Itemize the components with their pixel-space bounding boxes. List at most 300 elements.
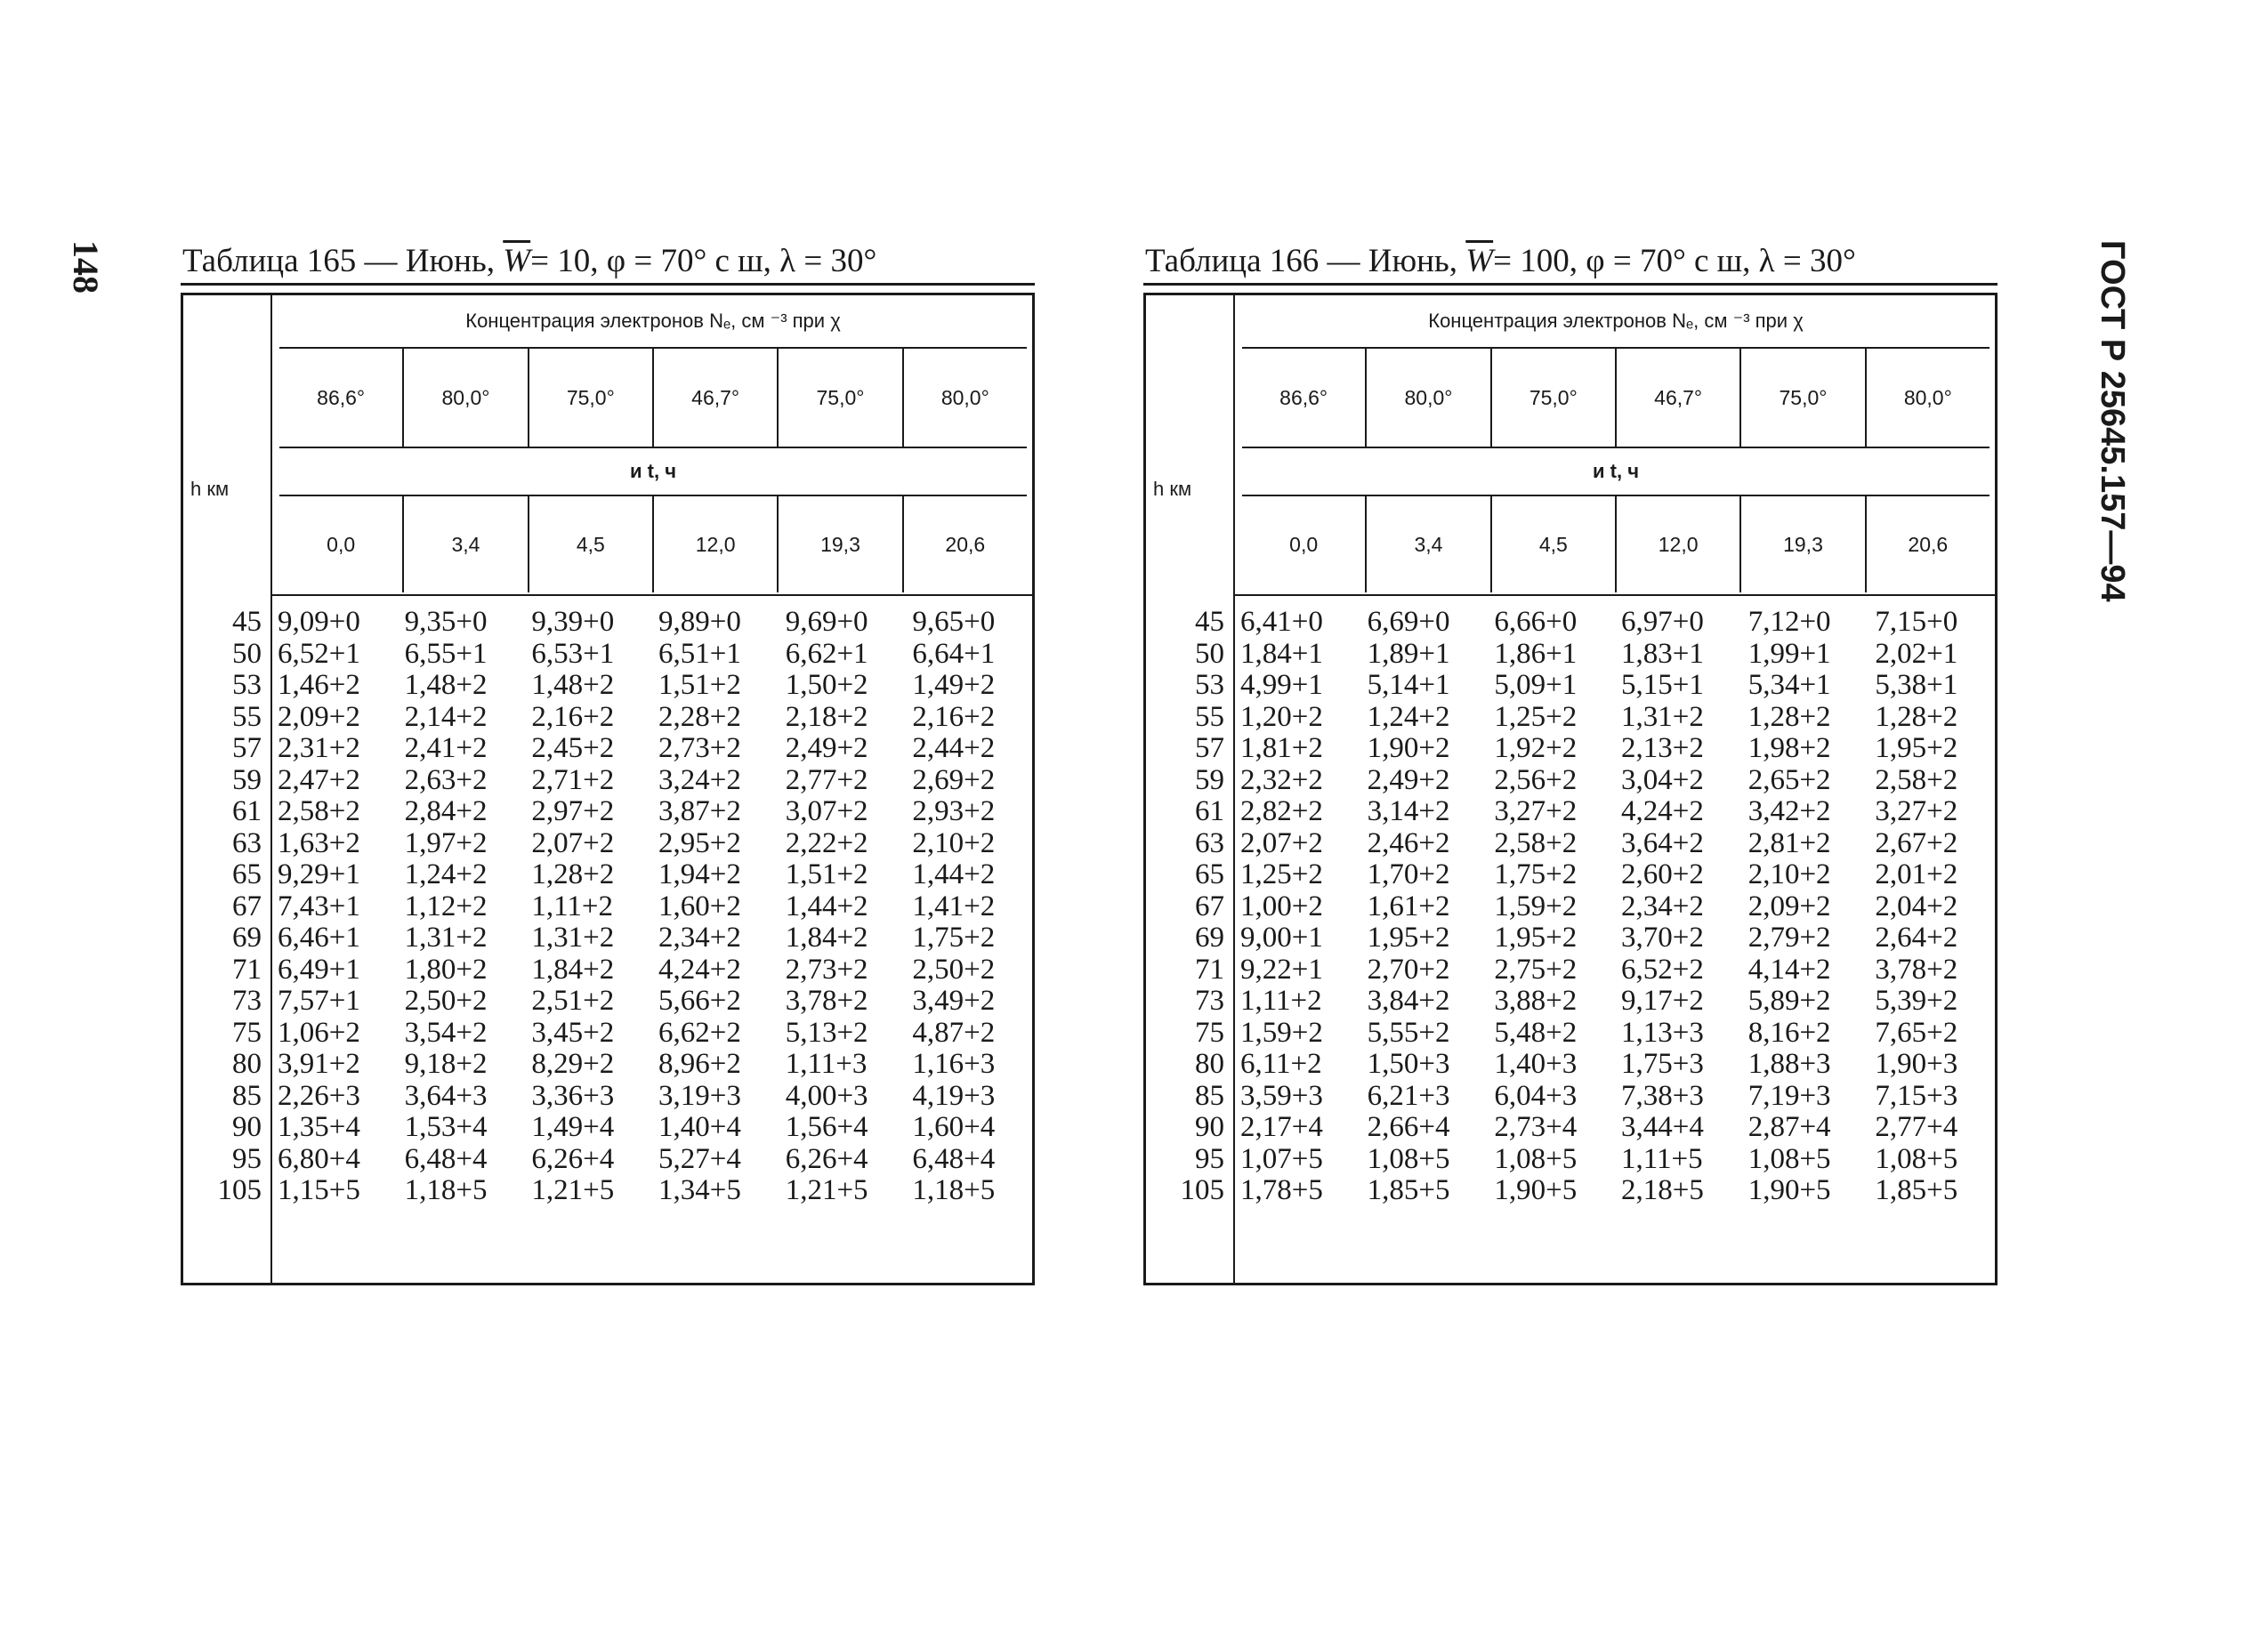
value-cell: 9,09+0 <box>278 606 360 638</box>
value-cell: 1,51+2 <box>658 669 741 701</box>
value-cell: 2,18+5 <box>1621 1174 1704 1206</box>
caption-w-symbol: $\overline{W}$ <box>1465 243 1494 279</box>
altitude-cell: 85 <box>1195 1079 1224 1112</box>
table-row <box>183 639 1032 671</box>
value-cell: 2,09+2 <box>278 700 360 733</box>
value-cell: 9,18+2 <box>404 1048 488 1080</box>
chi-header-cell: 80,0° <box>1903 385 1952 409</box>
chi-header-cell: 80,0° <box>1367 349 1491 447</box>
value-cell: 1,85+5 <box>1367 1174 1450 1206</box>
value-cell: 9,35+0 <box>404 606 488 638</box>
value-cell: 7,15+3 <box>1875 1079 1958 1112</box>
time-header-row <box>1242 496 1990 592</box>
value-cell: 9,29+1 <box>278 858 360 890</box>
time-header-cell: 19,3 <box>779 496 903 592</box>
table-row <box>183 1175 1032 1207</box>
value-cell: 4,14+2 <box>1747 953 1831 986</box>
table-header <box>1235 295 1995 596</box>
table-row <box>183 954 1032 987</box>
value-cell: 1,84+2 <box>785 922 868 954</box>
altitude-cell: 85 <box>232 1079 262 1112</box>
value-cell: 1,08+5 <box>1875 1142 1958 1175</box>
value-cell: 1,31+2 <box>531 922 615 954</box>
altitude-cell: 75 <box>232 1016 262 1049</box>
table-row <box>183 765 1032 797</box>
altitude-cell: 69 <box>232 922 262 954</box>
altitude-cell: 53 <box>1195 669 1224 701</box>
chi-header-cell: 80,0° <box>404 349 529 447</box>
table-row <box>1146 859 1995 891</box>
value-cell: 2,56+2 <box>1494 763 1578 796</box>
value-cell: 2,41+2 <box>404 732 488 764</box>
value-cell: 5,38+1 <box>1875 669 1958 701</box>
chi-header-cell: 75,0° <box>529 349 654 447</box>
value-cell: 1,84+1 <box>1240 637 1323 670</box>
altitude-cell: 71 <box>1195 953 1224 986</box>
value-cell: 1,24+2 <box>404 858 488 890</box>
value-cell: 3,14+2 <box>1367 795 1450 827</box>
value-cell: 2,82+2 <box>1240 795 1323 827</box>
table-row <box>1146 986 1995 1018</box>
value-cell: 1,98+2 <box>1747 732 1831 764</box>
altitude-cell: 63 <box>232 826 262 859</box>
value-cell: 4,24+2 <box>1621 795 1704 827</box>
table-row <box>183 1049 1032 1081</box>
value-cell: 1,24+2 <box>1367 700 1450 733</box>
table-row <box>183 733 1032 765</box>
time-header: и t, ч <box>1242 448 1990 496</box>
chi-header-cell: 46,7° <box>654 349 779 447</box>
value-cell: 2,60+2 <box>1621 858 1704 890</box>
value-cell: 1,70+2 <box>1367 858 1450 890</box>
value-cell: 9,22+1 <box>1240 953 1323 986</box>
value-cell: 3,19+3 <box>658 1079 741 1112</box>
value-cell: 2,71+2 <box>531 763 615 796</box>
value-cell: 1,00+2 <box>1240 890 1323 922</box>
value-cell: 2,64+2 <box>1875 922 1958 954</box>
table-row <box>1146 733 1995 765</box>
value-cell: 3,44+4 <box>1621 1111 1704 1143</box>
value-cell: 6,26+4 <box>531 1142 615 1175</box>
value-cell: 5,13+2 <box>785 1016 868 1049</box>
value-cell: 1,59+2 <box>1240 1016 1323 1049</box>
value-cell: 2,65+2 <box>1747 763 1831 796</box>
value-cell: 2,66+4 <box>1367 1111 1450 1143</box>
value-cell: 3,78+2 <box>1875 953 1958 986</box>
table-body <box>181 293 1035 1285</box>
value-cell: 2,17+4 <box>1240 1111 1323 1143</box>
value-cell: 1,21+5 <box>785 1174 868 1206</box>
value-cell: 1,11+2 <box>1240 985 1322 1017</box>
value-cell: 4,19+3 <box>912 1079 996 1112</box>
value-cell: 5,09+1 <box>1494 669 1578 701</box>
value-cell: 9,17+2 <box>1621 985 1704 1017</box>
value-cell: 2,50+2 <box>912 953 996 986</box>
value-cell: 1,25+2 <box>1494 700 1578 733</box>
value-cell: 2,70+2 <box>1367 953 1450 986</box>
value-cell: 1,59+2 <box>1494 890 1578 922</box>
value-cell: 7,19+3 <box>1747 1079 1831 1112</box>
value-cell: 5,15+1 <box>1621 669 1704 701</box>
altitude-header: h км <box>1153 478 1192 500</box>
value-cell: 3,42+2 <box>1747 795 1831 827</box>
value-cell: 1,49+4 <box>531 1111 615 1143</box>
value-cell: 3,78+2 <box>785 985 868 1017</box>
value-cell: 2,58+2 <box>278 795 360 827</box>
value-cell: 2,81+2 <box>1747 826 1831 859</box>
value-cell: 1,28+2 <box>1875 700 1958 733</box>
value-cell: 1,28+2 <box>1747 700 1831 733</box>
table-caption <box>181 240 1035 286</box>
table-row <box>1146 1175 1995 1207</box>
value-cell: 6,52+2 <box>1621 953 1704 986</box>
value-cell: 1,75+3 <box>1621 1048 1704 1080</box>
value-cell: 1,97+2 <box>404 826 488 859</box>
table-row <box>1146 796 1995 828</box>
value-cell: 3,45+2 <box>531 1016 615 1049</box>
value-cell: 3,27+2 <box>1494 795 1578 827</box>
value-cell: 2,02+1 <box>1875 637 1958 670</box>
chi-header-cell: 75,0° <box>1741 349 1866 447</box>
value-cell: 1,35+4 <box>278 1111 360 1143</box>
altitude-cell: 105 <box>217 1174 262 1206</box>
value-cell: 9,00+1 <box>1240 922 1323 954</box>
value-cell: 6,26+4 <box>785 1142 868 1175</box>
altitude-cell: 67 <box>232 890 262 922</box>
altitude-cell: 80 <box>232 1048 262 1080</box>
value-cell: 2,73+2 <box>785 953 868 986</box>
value-cell: 5,14+1 <box>1367 669 1450 701</box>
time-header-row <box>279 496 1027 592</box>
table-165 <box>181 240 1035 1285</box>
value-cell: 1,60+4 <box>912 1111 996 1143</box>
value-cell: 1,08+5 <box>1367 1142 1450 1175</box>
value-cell: 1,49+2 <box>912 669 996 701</box>
altitude-cell: 75 <box>1195 1016 1224 1049</box>
value-cell: 6,62+2 <box>658 1016 741 1049</box>
table-caption <box>1143 240 1998 286</box>
altitude-cell: 69 <box>1195 922 1224 954</box>
value-cell: 2,84+2 <box>404 795 488 827</box>
table-row <box>1146 607 1995 639</box>
altitude-cell: 73 <box>1195 985 1224 1017</box>
value-cell: 2,16+2 <box>912 700 996 733</box>
value-cell: 6,48+4 <box>912 1142 996 1175</box>
value-cell: 6,66+0 <box>1494 606 1578 638</box>
value-cell: 1,61+2 <box>1367 890 1450 922</box>
value-cell: 2,75+2 <box>1494 953 1578 986</box>
table-row <box>1146 922 1995 954</box>
page-number: 148 <box>66 240 106 294</box>
chi-header-cell: 75,0° <box>1492 349 1617 447</box>
value-cell: 9,65+0 <box>912 606 996 638</box>
value-cell: 3,36+3 <box>531 1079 615 1112</box>
value-cell: 1,31+2 <box>1621 700 1704 733</box>
value-cell: 2,47+2 <box>278 763 360 796</box>
table-row <box>1146 765 1995 797</box>
value-cell: 2,26+3 <box>278 1079 360 1112</box>
value-cell: 1,84+2 <box>531 953 615 986</box>
value-cell: 1,08+5 <box>1494 1142 1578 1175</box>
value-cell: 4,99+1 <box>1240 669 1323 701</box>
altitude-cell: 61 <box>232 795 262 827</box>
table-rows <box>1146 607 1995 1207</box>
value-cell: 3,70+2 <box>1621 922 1704 954</box>
table-row <box>183 1144 1032 1176</box>
value-cell: 2,01+2 <box>1875 858 1958 890</box>
table-row <box>1146 828 1995 860</box>
table-row <box>1146 891 1995 923</box>
value-cell: 1,90+5 <box>1494 1174 1578 1206</box>
value-cell: 1,95+2 <box>1367 922 1450 954</box>
value-cell: 4,24+2 <box>658 953 741 986</box>
table-row <box>183 828 1032 860</box>
table-row <box>1146 954 1995 987</box>
value-cell: 1,16+3 <box>912 1048 996 1080</box>
value-cell: 1,34+5 <box>658 1174 741 1206</box>
table-row <box>183 859 1032 891</box>
value-cell: 4,87+2 <box>912 1016 996 1049</box>
table-row <box>183 1018 1032 1050</box>
value-cell: 1,51+2 <box>785 858 868 890</box>
value-cell: 5,89+2 <box>1747 985 1831 1017</box>
altitude-cell: 57 <box>232 732 262 764</box>
value-cell: 3,24+2 <box>658 763 741 796</box>
value-cell: 2,09+2 <box>1747 890 1831 922</box>
altitude-cell: 73 <box>232 985 262 1017</box>
value-cell: 3,64+2 <box>1621 826 1704 859</box>
value-cell: 1,46+2 <box>278 669 360 701</box>
time-header-cell: 12,0 <box>654 496 779 592</box>
value-cell: 6,69+0 <box>1367 606 1450 638</box>
value-cell: 1,50+2 <box>785 669 868 701</box>
concentration-header: Концентрация электронов Nₑ, см ⁻³ при χ <box>279 295 1027 349</box>
value-cell: 1,60+2 <box>658 890 741 922</box>
value-cell: 1,92+2 <box>1494 732 1578 764</box>
altitude-cell: 50 <box>232 637 262 670</box>
caption-w-symbol: $\overline{W}$ <box>503 243 531 279</box>
value-cell: 2,63+2 <box>404 763 488 796</box>
value-cell: 1,11+5 <box>1621 1142 1703 1175</box>
table-row <box>183 1112 1032 1144</box>
value-cell: 6,46+1 <box>278 922 360 954</box>
altitude-cell: 90 <box>232 1111 262 1143</box>
value-cell: 3,88+2 <box>1494 985 1578 1017</box>
value-cell: 1,90+5 <box>1747 1174 1831 1206</box>
altitude-cell: 71 <box>232 953 262 986</box>
altitude-cell: 61 <box>1195 795 1224 827</box>
caption-prefix: Таблица 165 — Июнь, <box>182 243 496 279</box>
altitude-cell: 63 <box>1195 826 1224 859</box>
chi-header-cell: 46,7° <box>1617 349 1741 447</box>
altitude-cell: 57 <box>1195 732 1224 764</box>
value-cell: 1,53+4 <box>404 1111 488 1143</box>
value-cell: 6,52+1 <box>278 637 360 670</box>
value-cell: 3,59+3 <box>1240 1079 1323 1112</box>
value-cell: 6,97+0 <box>1621 606 1704 638</box>
value-cell: 1,44+2 <box>785 890 868 922</box>
value-cell: 1,31+2 <box>404 922 488 954</box>
value-cell: 2,87+4 <box>1747 1111 1831 1143</box>
time-header-cell: 3,4 <box>404 496 529 592</box>
value-cell: 2,34+2 <box>1621 890 1704 922</box>
table-166 <box>1143 240 1998 1285</box>
value-cell: 9,89+0 <box>658 606 741 638</box>
table-header <box>272 295 1032 596</box>
value-cell: 1,41+2 <box>912 890 996 922</box>
value-cell: 1,94+2 <box>658 858 741 890</box>
value-cell: 3,84+2 <box>1367 985 1450 1017</box>
value-cell: 6,53+1 <box>531 637 615 670</box>
value-cell: 1,25+2 <box>1240 858 1323 890</box>
value-cell: 2,51+2 <box>531 985 615 1017</box>
time-header-cell: 20,6 <box>1908 532 1949 556</box>
value-cell: 6,51+1 <box>658 637 741 670</box>
value-cell: 1,63+2 <box>278 826 360 859</box>
value-cell: 1,12+2 <box>404 890 488 922</box>
value-cell: 2,58+2 <box>1494 826 1578 859</box>
time-header-cell: 4,5 <box>529 496 654 592</box>
value-cell: 3,07+2 <box>785 795 868 827</box>
time-header-cell: 4,5 <box>1492 496 1617 592</box>
value-cell: 1,28+2 <box>531 858 615 890</box>
altitude-cell: 80 <box>1195 1048 1224 1080</box>
value-cell: 2,79+2 <box>1747 922 1831 954</box>
value-cell: 2,93+2 <box>912 795 996 827</box>
time-header-cell: 0,0 <box>1242 496 1367 592</box>
value-cell: 6,80+4 <box>278 1142 360 1175</box>
document-code: ГОСТ Р 25645.157—94 <box>2094 240 2131 602</box>
table-row <box>183 796 1032 828</box>
time-header-cell: 0,0 <box>279 496 404 592</box>
value-cell: 2,14+2 <box>404 700 488 733</box>
value-cell: 1,75+2 <box>912 922 996 954</box>
value-cell: 1,11+2 <box>531 890 613 922</box>
value-cell: 7,43+1 <box>278 890 360 922</box>
value-cell: 1,90+2 <box>1367 732 1450 764</box>
value-cell: 2,49+2 <box>785 732 868 764</box>
value-cell: 1,13+3 <box>1621 1016 1704 1049</box>
chi-header-row <box>279 349 1027 448</box>
value-cell: 6,21+3 <box>1367 1079 1450 1112</box>
value-cell: 2,77+4 <box>1875 1111 1958 1143</box>
altitude-cell: 90 <box>1195 1111 1224 1143</box>
value-cell: 3,87+2 <box>658 795 741 827</box>
table-row <box>183 1081 1032 1113</box>
caption-suffix: = 10, φ = 70° с ш, λ = 30° <box>530 243 877 279</box>
table-row <box>183 607 1032 639</box>
table-row <box>183 922 1032 954</box>
value-cell: 2,77+2 <box>785 763 868 796</box>
table-row <box>1146 1112 1995 1144</box>
value-cell: 2,32+2 <box>1240 763 1323 796</box>
value-cell: 2,45+2 <box>531 732 615 764</box>
value-cell: 1,06+2 <box>278 1016 360 1049</box>
value-cell: 6,41+0 <box>1240 606 1323 638</box>
table-row <box>183 986 1032 1018</box>
value-cell: 2,67+2 <box>1875 826 1958 859</box>
table-row <box>1146 639 1995 671</box>
value-cell: 1,83+1 <box>1621 637 1704 670</box>
value-cell: 1,18+5 <box>912 1174 996 1206</box>
altitude-cell: 59 <box>1195 763 1224 796</box>
value-cell: 2,69+2 <box>912 763 996 796</box>
value-cell: 5,66+2 <box>658 985 741 1017</box>
value-cell: 2,73+4 <box>1494 1111 1578 1143</box>
value-cell: 1,95+2 <box>1494 922 1578 954</box>
value-cell: 1,56+4 <box>785 1111 868 1143</box>
value-cell: 5,27+4 <box>658 1142 741 1175</box>
value-cell: 4,00+3 <box>785 1079 868 1112</box>
value-cell: 6,11+2 <box>1240 1048 1322 1080</box>
table-row <box>1146 1144 1995 1176</box>
value-cell: 2,34+2 <box>658 922 741 954</box>
value-cell: 7,38+3 <box>1621 1079 1704 1112</box>
altitude-cell: 95 <box>1195 1142 1224 1175</box>
table-row <box>183 670 1032 702</box>
value-cell: 2,22+2 <box>785 826 868 859</box>
chi-header-row <box>1242 349 1990 448</box>
value-cell: 1,11+3 <box>785 1048 868 1080</box>
value-cell: 8,96+2 <box>658 1048 741 1080</box>
value-cell: 5,55+2 <box>1367 1016 1450 1049</box>
value-cell: 1,50+3 <box>1367 1048 1450 1080</box>
value-cell: 2,10+2 <box>912 826 996 859</box>
value-cell: 7,57+1 <box>278 985 360 1017</box>
value-cell: 3,91+2 <box>278 1048 360 1080</box>
value-cell: 9,69+0 <box>785 606 868 638</box>
value-cell: 1,90+3 <box>1875 1048 1958 1080</box>
altitude-cell: 45 <box>232 606 262 638</box>
table-row <box>1146 702 1995 734</box>
altitude-cell: 67 <box>1195 890 1224 922</box>
value-cell: 6,48+4 <box>404 1142 488 1175</box>
value-cell: 1,75+2 <box>1494 858 1578 890</box>
altitude-cell: 59 <box>232 763 262 796</box>
value-cell: 8,29+2 <box>531 1048 615 1080</box>
value-cell: 3,27+2 <box>1875 795 1958 827</box>
chi-header-cell: 80,0° <box>940 385 989 409</box>
table-rows <box>183 607 1032 1207</box>
value-cell: 1,80+2 <box>404 953 488 986</box>
chi-header-cell: 86,6° <box>1242 349 1367 447</box>
value-cell: 3,04+2 <box>1621 763 1704 796</box>
table-row <box>1146 1049 1995 1081</box>
value-cell: 2,31+2 <box>278 732 360 764</box>
value-cell: 3,54+2 <box>404 1016 488 1049</box>
time-header-cell: 20,6 <box>945 532 986 556</box>
table-row <box>183 891 1032 923</box>
value-cell: 5,39+2 <box>1875 985 1958 1017</box>
altitude-cell: 53 <box>232 669 262 701</box>
value-cell: 2,07+2 <box>531 826 615 859</box>
value-cell: 1,21+5 <box>531 1174 615 1206</box>
value-cell: 5,48+2 <box>1494 1016 1578 1049</box>
value-cell: 1,99+1 <box>1747 637 1831 670</box>
table-body <box>1143 293 1998 1285</box>
value-cell: 2,07+2 <box>1240 826 1323 859</box>
value-cell: 2,10+2 <box>1747 858 1831 890</box>
value-cell: 1,95+2 <box>1875 732 1958 764</box>
value-cell: 1,48+2 <box>531 669 615 701</box>
value-cell: 3,64+3 <box>404 1079 488 1112</box>
value-cell: 1,48+2 <box>404 669 488 701</box>
value-cell: 2,73+2 <box>658 732 741 764</box>
value-cell: 2,13+2 <box>1621 732 1704 764</box>
value-cell: 1,40+4 <box>658 1111 741 1143</box>
value-cell: 2,50+2 <box>404 985 488 1017</box>
value-cell: 1,88+3 <box>1747 1048 1831 1080</box>
